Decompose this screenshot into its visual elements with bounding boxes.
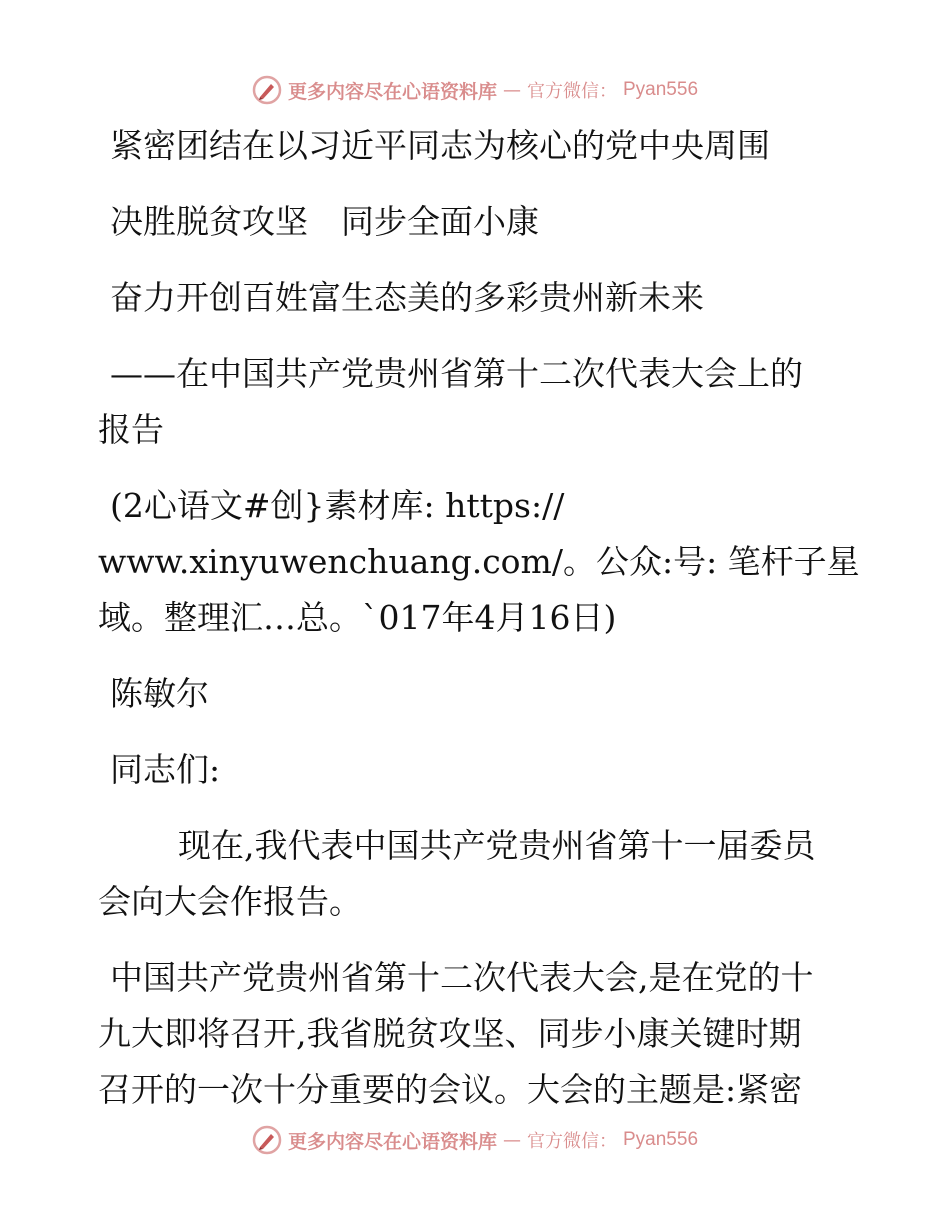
banner-main-text: 更多内容尽在心语资料库 [287,1130,497,1153]
pen-logo-icon [252,1125,282,1155]
salutation: 同志们: [110,750,221,789]
paragraph-2-line-1: 中国共产党贵州省第十二次代表大会,是在党的十 [110,958,814,997]
paragraph-2-line-3: 召开的一次十分重要的会议。大会的主题是:紧密 [98,1070,803,1109]
paragraph-1-line-1: 现在,我代表中国共产党贵州省第十一届委员 [178,826,816,865]
banner-wechat-label: 官方微信： [527,1131,617,1152]
source-note-line-2: www.xinyuwenchuang.com/。公众:号: 笔杆子星 [98,542,860,581]
banner-wechat-id: Pyan556 [623,1129,699,1150]
banner-wechat-id: Pyan556 [623,79,699,100]
paragraph-1-line-2: 会向大会作报告。 [98,882,362,921]
author-name: 陈敏尔 [110,674,209,713]
title-line-3: 奋力开创百姓富生态美的多彩贵州新未来 [110,278,704,317]
pen-logo-icon [252,75,282,105]
title-line-1: 紧密团结在以习近平同志为核心的党中央周围 [110,126,770,165]
header-watermark-banner [0,70,950,110]
subtitle-line-1: ——在中国共产党贵州省第十二次代表大会上的 [110,354,803,393]
source-note-line-3: 域。整理汇…总。`017年4月16日) [98,598,617,637]
banner-wechat-label: 官方微信： [527,81,617,102]
footer-watermark-banner [0,1120,950,1160]
source-note-line-1: (2心语文#创}素材库: https:// [110,486,565,525]
paragraph-2-line-2: 九大即将召开,我省脱贫攻坚、同步小康关键时期 [98,1014,802,1053]
title-line-2: 决胜脱贫攻坚 同步全面小康 [110,202,539,241]
banner-separator: — [503,1129,521,1151]
banner-main-text: 更多内容尽在心语资料库 [287,80,497,103]
document-body [98,118,858,1118]
banner-separator: — [503,79,521,101]
subtitle-line-2: 报告 [98,410,164,449]
